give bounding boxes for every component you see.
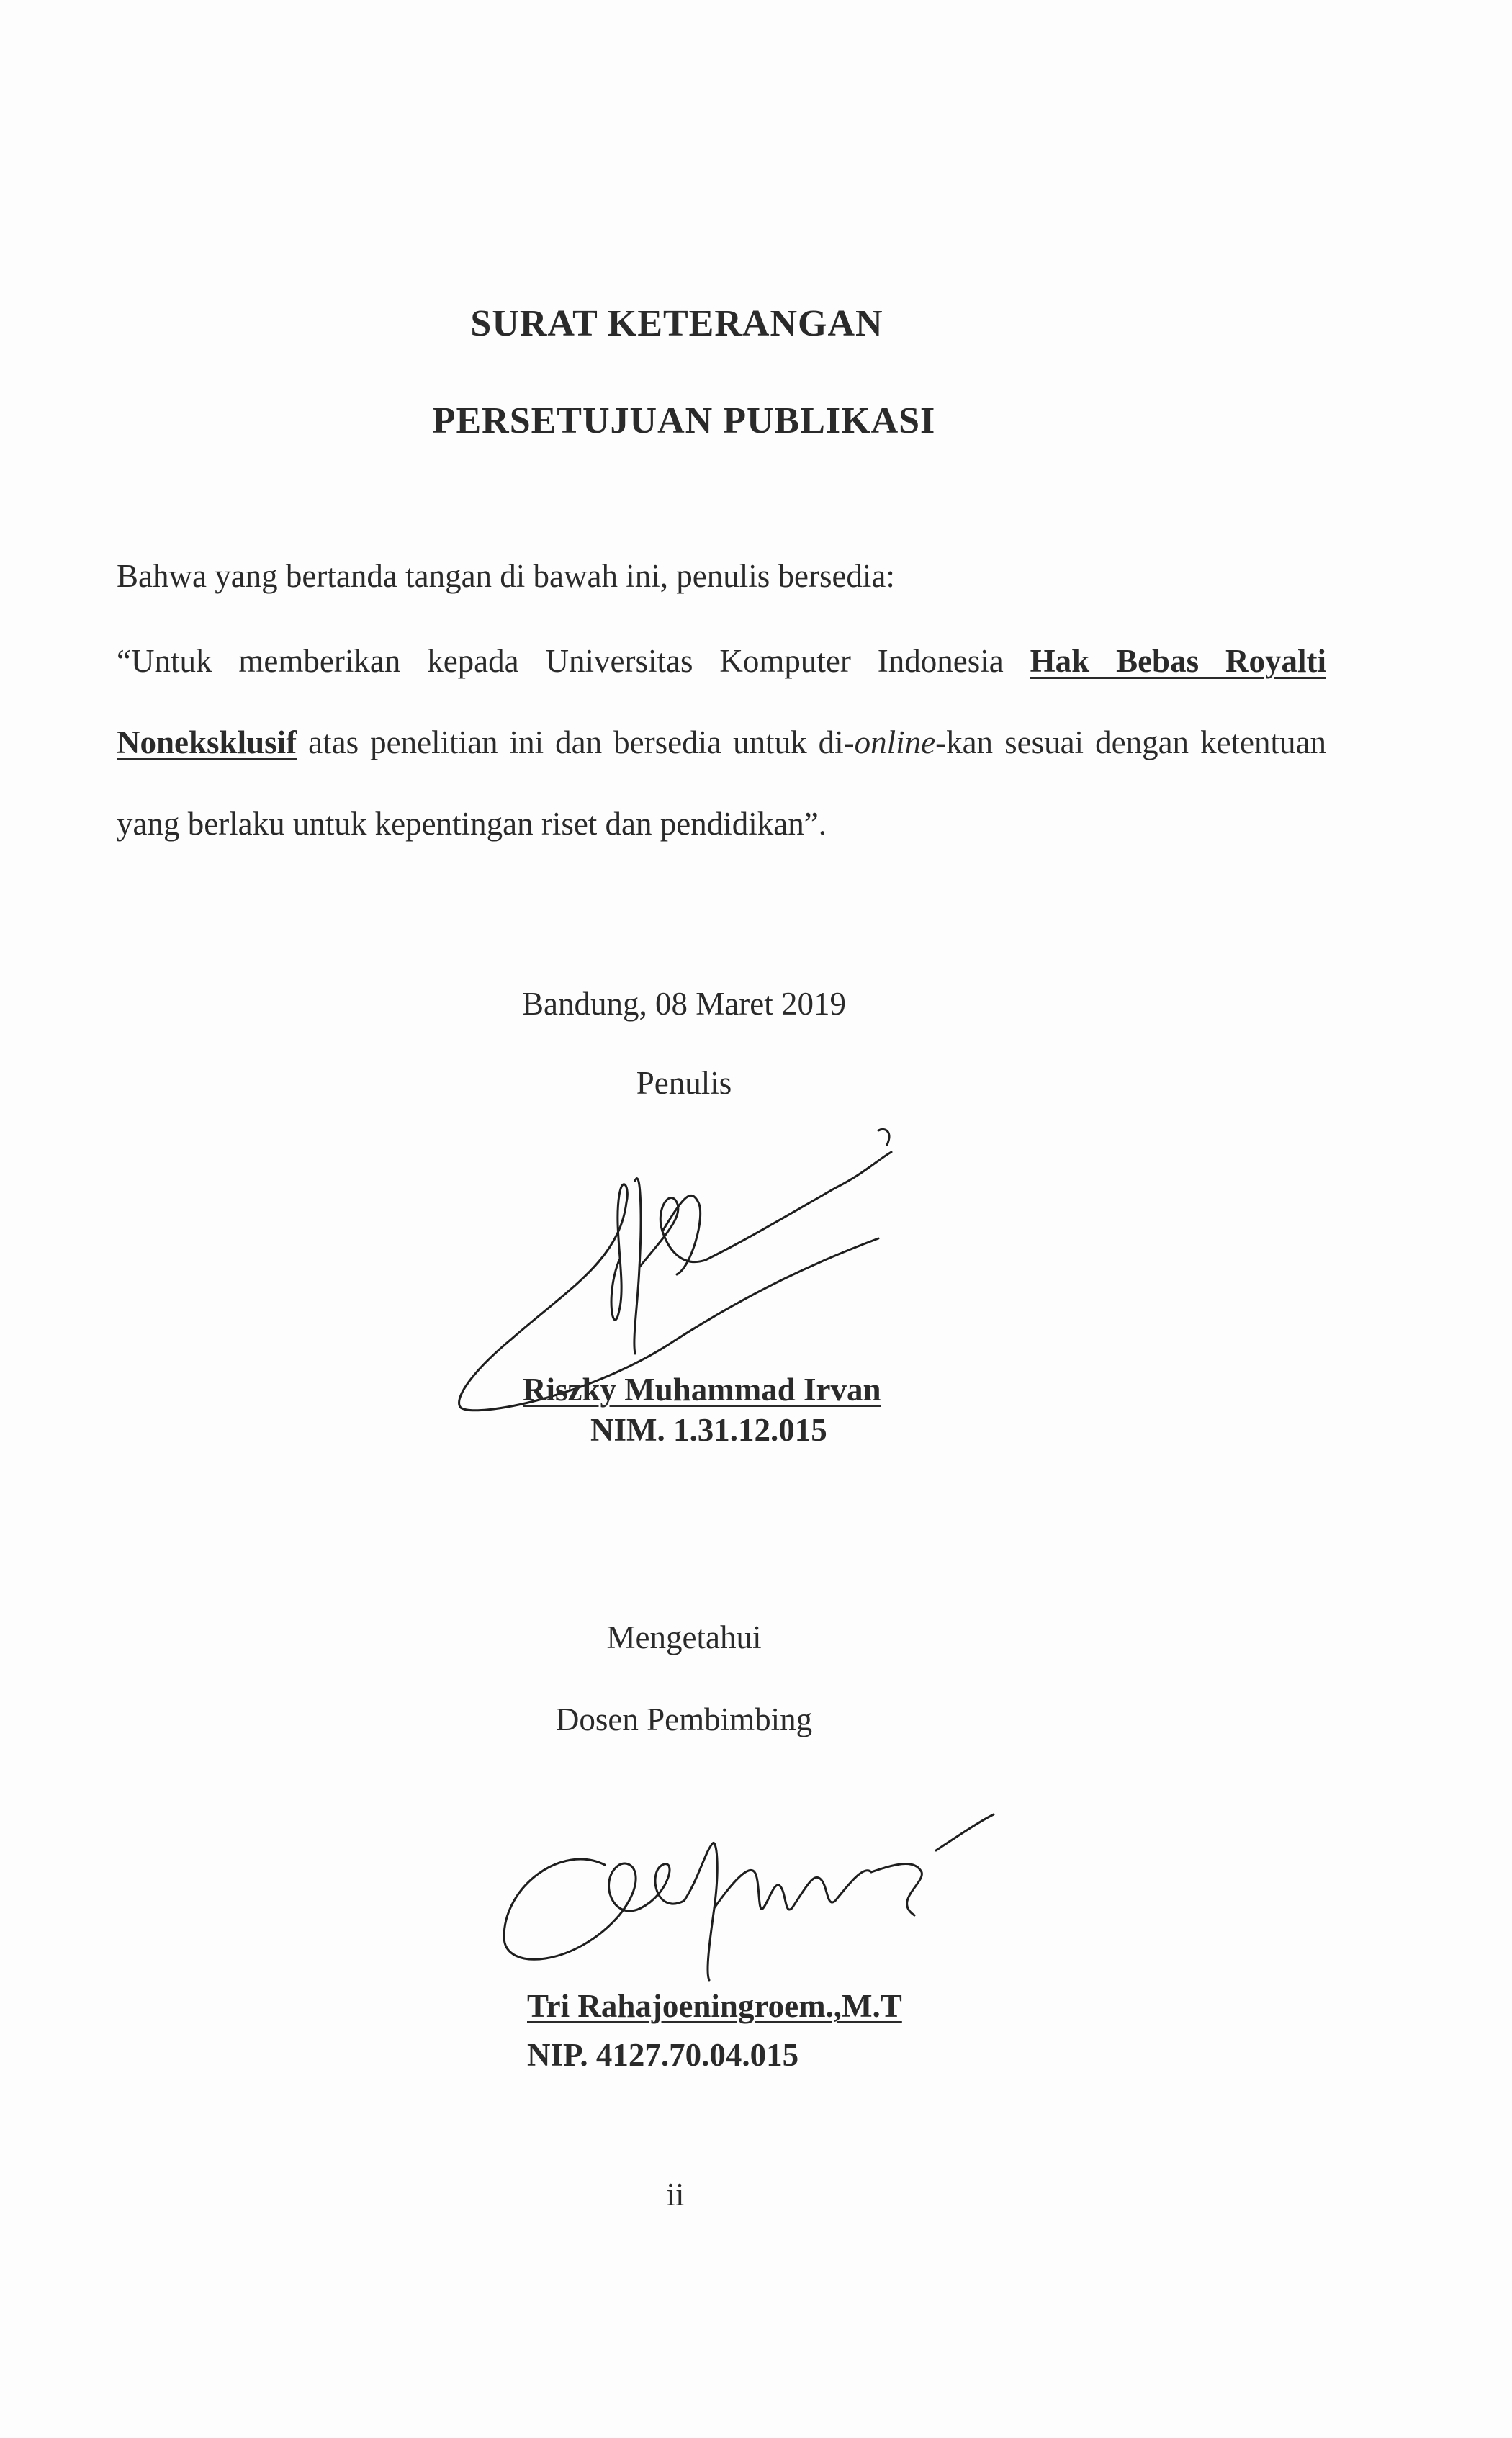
statement-text-1: “Untuk memberikan kepada Universitas Komputer Indonesia xyxy=(117,643,1030,679)
statement-italic: online xyxy=(854,724,936,760)
advisor-signature xyxy=(490,1800,1008,1987)
author-role: Penulis xyxy=(636,1065,732,1101)
document-subtitle: PERSETUJUAN PUBLIKASI xyxy=(432,400,936,441)
statement-text-2: atas penelitian ini dan bersedia untuk di- xyxy=(297,724,855,760)
advisor-role: Dosen Pembimbing xyxy=(555,1701,813,1737)
place-date: Bandung, 08 Maret 2019 xyxy=(522,986,846,1022)
document-title: SURAT KETERANGAN xyxy=(470,303,883,344)
page-number: ii xyxy=(666,2177,685,2213)
author-id: NIM. 1.31.12.015 xyxy=(590,1412,827,1448)
statement-highlight: Hak Bebas Royalti Noneksklusif xyxy=(117,643,1326,760)
advisor-name: Tri Rahajoeningroem.,M.T xyxy=(527,1988,902,2024)
advisor-id: NIP. 4127.70.04.015 xyxy=(527,2037,799,2073)
author-name: Riszky Muhammad Irvan xyxy=(523,1372,881,1408)
statement-text-3: -kan sesuai dengan ketentuan yang berlaku untuk kepentingan riset dan pendidikan”. xyxy=(117,724,1326,842)
acknowledge-label: Mengetahui xyxy=(606,1619,762,1655)
intro-paragraph: Bahwa yang bertanda tangan di bawah ini, penulis bersedia: xyxy=(117,558,895,594)
statement-paragraph xyxy=(117,621,1326,865)
